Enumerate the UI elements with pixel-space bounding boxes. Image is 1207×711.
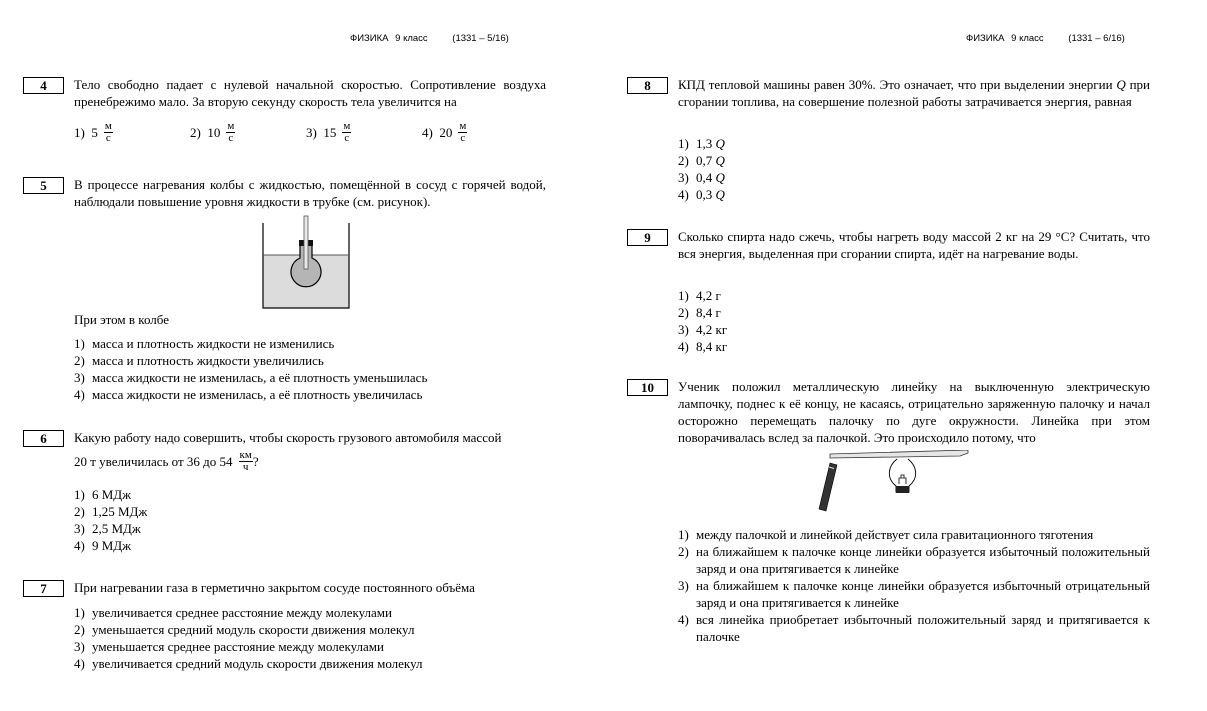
answer-option[interactable]: 4) 8,4 кг <box>678 339 728 354</box>
answer-option[interactable]: 4) 0,3 Q <box>678 187 725 202</box>
unit-fraction: $\frac{м}{с}$ <box>459 120 467 144</box>
option-number: 1) <box>74 124 85 140</box>
page-header <box>350 33 509 44</box>
header-grade: 9 класс <box>1011 33 1044 44</box>
answer-option[interactable]: 2) на ближайшем к палочке конце линейки образуется избыточный положительный заряд и она притягивается к линейке <box>678 544 1150 576</box>
bulb-base <box>896 486 909 493</box>
option-value: 10 <box>207 124 221 140</box>
metal-ruler <box>830 450 968 458</box>
question-number: 4 <box>23 77 64 94</box>
question-text: При нагревании газа в герметично закрытом сосуде постоянного объёма <box>74 580 475 595</box>
charged-rod <box>819 463 837 511</box>
answer-option[interactable]: 1) 6 МДж <box>74 487 132 502</box>
unit-fraction: $\frac{м}{с}$ <box>227 120 235 144</box>
option-value: 5 <box>91 124 98 140</box>
answer-option[interactable] <box>74 121 190 144</box>
answer-option[interactable]: 3) 0,4 Q <box>678 170 725 185</box>
question-number: 9 <box>627 229 668 246</box>
question-lead-text: При этом в колбе <box>74 312 169 327</box>
answer-option[interactable]: 2) 1,25 МДж <box>74 504 148 519</box>
answer-options <box>74 335 554 403</box>
page-header <box>966 33 1125 44</box>
tube <box>304 216 308 269</box>
answer-options <box>74 121 538 144</box>
unit-fraction: $\frac{м}{с}$ <box>104 120 112 144</box>
option-number: 4) <box>422 124 433 140</box>
answer-option[interactable]: 3) уменьшается среднее расстояние между молекулами <box>74 639 384 654</box>
ruler-bulb-rod-figure <box>810 450 972 516</box>
answer-options <box>74 486 554 554</box>
answer-option[interactable]: 2) 0,7 Q <box>678 153 725 168</box>
answer-option[interactable]: 3) на ближайшем к палочке конце линейки образуется избыточный отрицательный заряд и она притягивается к линейке <box>678 578 1150 610</box>
question-text: В процессе нагревания колбы с жидкостью, помещённой в сосуд с горячей водой, наблюдали повышение уровня жидкости в трубке (см. рисунок). <box>74 177 546 209</box>
answer-option[interactable] <box>422 121 538 144</box>
answer-option[interactable]: 2) масса и плотность жидкости увеличились <box>74 353 324 368</box>
unit-fraction: $\frac{м}{с}$ <box>343 120 351 144</box>
answer-option[interactable] <box>306 121 422 144</box>
question-number: 8 <box>627 77 668 94</box>
question-text <box>74 429 546 473</box>
question-number: 6 <box>23 430 64 447</box>
answer-option[interactable]: 3) масса жидкости не изменилась, а её плотность уменьшилась <box>74 370 428 385</box>
answer-option[interactable]: 2) уменьшается средний модуль скорости движения молекул <box>74 622 415 637</box>
header-grade: 9 класс <box>395 33 428 44</box>
flask-in-hot-water-figure <box>262 215 350 309</box>
answer-option[interactable]: 1) 4,2 г <box>678 288 721 303</box>
question-text: Ученик положил металлическую линейку на выключенную электрическую лампочку, поднес к её концу, не касаясь, отрицательно заряженную палочку и начал осторожно перемещать палочку по дуге окружности. Линейка при этом поворачивалась вслед за палочкой. Это происходило потому, что <box>678 379 1150 445</box>
answer-option[interactable] <box>190 121 306 144</box>
question-number: 10 <box>627 379 668 396</box>
page-right <box>604 0 1204 711</box>
energy-symbol: Q <box>1116 77 1126 92</box>
question-text-line: 20 т увеличилась от 36 до 54 $\frac{км}{ч}$ ? <box>74 449 259 473</box>
answer-options <box>678 287 1158 355</box>
answer-option[interactable]: 3) 4,2 кг <box>678 322 728 337</box>
answer-option[interactable]: 4) вся линейка приобретает избыточный положительный заряд и притягивается к палочке <box>678 612 1150 644</box>
answer-option[interactable]: 1) увеличивается среднее расстояние между молекулами <box>74 605 392 620</box>
option-value: 15 <box>323 124 337 140</box>
answer-option[interactable]: 4) увеличивается средний модуль скорости движения молекул <box>74 656 423 671</box>
option-number: 2) <box>190 124 201 140</box>
answer-option[interactable]: 1) 1,3 Q <box>678 136 725 151</box>
question-text: КПД тепловой машины равен 30%. Это означает, что при выделении энергии Q при сгорании топлива, на совершение полезной работы затрачивается энергия, равная <box>678 77 1150 109</box>
header-code: (1331 – 5/16) <box>452 33 509 44</box>
option-value: 20 <box>439 124 453 140</box>
answer-option[interactable]: 1) масса и плотность жидкости не изменились <box>74 336 335 351</box>
answer-option[interactable]: 4) 9 МДж <box>74 538 132 553</box>
header-subject: ФИЗИКА <box>966 33 1005 44</box>
option-number: 3) <box>306 124 317 140</box>
answer-options <box>678 135 1158 203</box>
answer-option[interactable]: 4) масса жидкости не изменилась, а её плотность увеличилась <box>74 387 423 402</box>
answer-option[interactable]: 1) между палочкой и линейкой действует сила гравитационного тяготения <box>678 527 1094 542</box>
answer-option[interactable]: 2) 8,4 г <box>678 305 721 320</box>
answer-options <box>678 526 1150 645</box>
question-text: Тело свободно падает с нулевой начальной скоростью. Сопротивление воздуха пренебрежимо мало. За вторую секунду скорость тела увеличится на <box>74 77 546 109</box>
question-number: 5 <box>23 177 64 194</box>
header-code: (1331 – 6/16) <box>1068 33 1125 44</box>
page-left <box>0 0 600 711</box>
unit-fraction: $\frac{км}{ч}$ <box>239 449 252 473</box>
question-number: 7 <box>23 580 64 597</box>
answer-options <box>74 604 554 672</box>
question-text: Сколько спирта надо сжечь, чтобы нагреть воду массой 2 кг на 29 °С? Считать, что вся энергия, выделенная при сгорании спирта, идёт на нагревание воды. <box>678 229 1150 261</box>
answer-option[interactable]: 3) 2,5 МДж <box>74 521 141 536</box>
header-subject: ФИЗИКА <box>350 33 389 44</box>
question-text-line: Какую работу надо совершить, чтобы скорость грузового автомобиля массой <box>74 430 502 445</box>
